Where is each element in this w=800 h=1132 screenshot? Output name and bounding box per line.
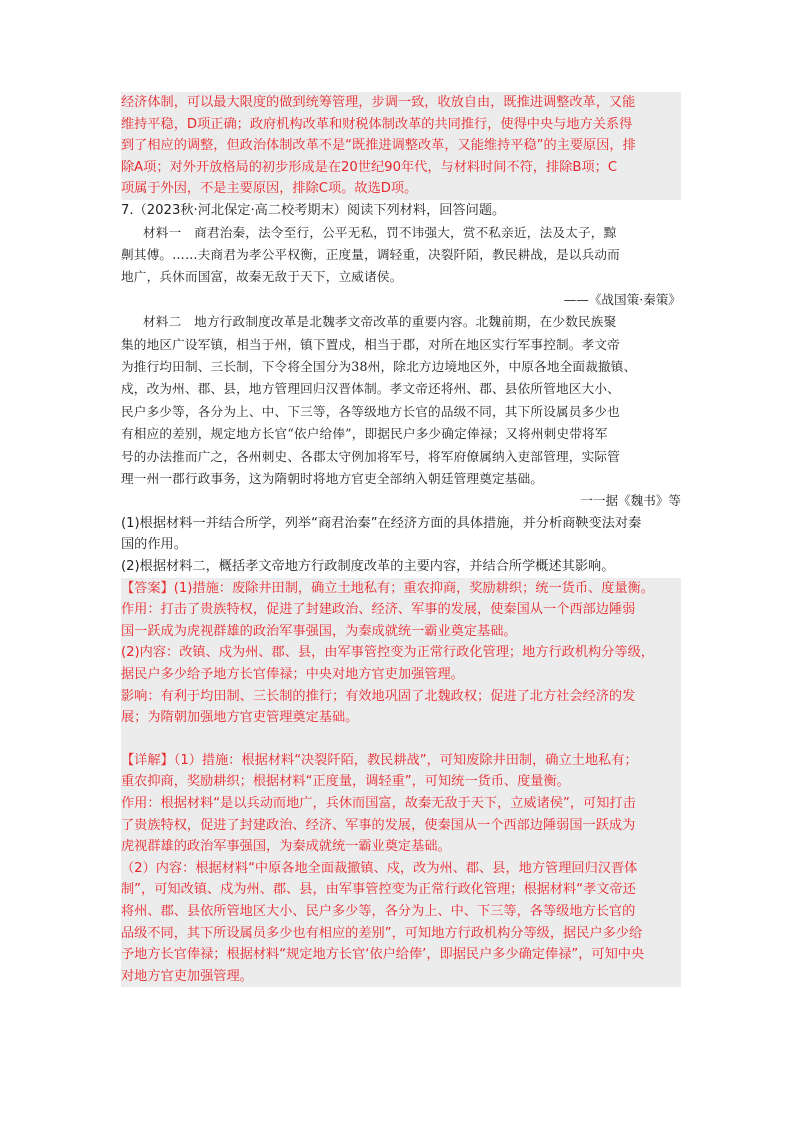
material-source: 一一据《魏书》等 bbox=[580, 493, 681, 509]
material-two bbox=[121, 311, 681, 513]
material-line: 材料一 商君治秦，法令至行，公平无私，罚不讳强大，赏不私亲近，法及太子，黥 bbox=[143, 224, 617, 240]
text-line: 除A项；对外开放格局的初步形成是在20世纪90年代，与材料时间不符，排除B项；C bbox=[121, 159, 618, 175]
text-line: 项属于外因，不是主要原因，排除C项。故选D项。 bbox=[121, 181, 418, 197]
answer-block bbox=[121, 578, 681, 988]
material-line: 有相应的差别，规定地方长官“依户给俸”，即据民户多少确定俸禄；又将州刺史带将军 bbox=[121, 426, 608, 442]
text-line: 予地方长官俸禄；根据材料“规定地方长官‘依户给俸’，即据民户多少确定俸禄”，可知中央 bbox=[121, 947, 645, 963]
detail-first-line bbox=[121, 750, 681, 772]
text-line: 作用：根据材料“是以兵动而地广，兵休而国富，故秦无敌于天下，立威诸侯”，可知打击 bbox=[121, 795, 636, 811]
text-line: 品级不同，其下所设属员多少也有相应的差别”，可知地方行政机构分等级，据民户多少给 bbox=[121, 925, 643, 941]
text-line: 影响：有利于均田制、三长制的推行；有效地巩固了北魏政权；促进了北方社会经济的发 bbox=[121, 688, 636, 704]
material-line: 地广，兵休而国富，故秦无敌于天下，立威诸侯。 bbox=[121, 269, 403, 285]
text-line: 虎视群雄的政治军事强国，为秦成就统一霸业奠定基础。 bbox=[121, 839, 451, 855]
text-line: 对地方官吏加强管理。 bbox=[121, 968, 253, 984]
question-header: 7.（2023秋·河北保定·高二校考期末）阅读下列材料，回答问题。 bbox=[121, 202, 506, 218]
document-page bbox=[121, 92, 681, 987]
detail-tag: 【详解】 bbox=[121, 752, 174, 768]
material-line: 劓其傅。……夫商君为孝公平权衡，正度量，调轻重，决裂阡陌，教民耕战，是以兵动而 bbox=[121, 246, 620, 262]
material-source: ——《战国策·秦策》 bbox=[563, 291, 681, 307]
sub-question-line: (1)根据材料一并结合所学，列举“商君治秦”在经济方面的具体措施，并分析商鞅变法对秦 bbox=[121, 515, 642, 531]
text-line: (2)内容：改镇、戍为州、郡、县，由军事管控变为正常行政化管理；地方行政机构分等级， bbox=[121, 645, 654, 661]
text-line: 作用：打击了贵族特权，促进了封建政治、经济、军事的发展，使秦国从一个西部边陲弱 bbox=[121, 602, 636, 618]
material-line: 民户多少等，各分为上、中、下三等，各等级地方长官的品级不同，其下所设属员多少也 bbox=[121, 403, 620, 419]
previous-answer-block bbox=[121, 92, 681, 200]
detail-text: （1）措施：根据材料“决裂阡陌，教民耕战”，可知废除井田制，确立土地私有； bbox=[173, 752, 638, 768]
sub-questions bbox=[121, 513, 681, 578]
answer-text: (1)措施：废除井田制，确立土地私有；重农抑商，奖励耕织；统一货币、度量衡。 bbox=[173, 580, 654, 596]
text-line: 国一跃成为虎视群雄的政治军事强国，为秦成就统一霸业奠定基础。 bbox=[121, 623, 517, 639]
text-line: 制”，可知改镇、戍为州、郡、县，由军事管控变为正常行政化管理；根据材料“孝文帝还 bbox=[121, 882, 636, 898]
text-line: 到了相应的调整，但政治体制改革不是“既推进调整改革，又能维持平稳”的主要原因，排 bbox=[121, 138, 636, 154]
text-line: 经济体制，可以最大限度的做到统筹管理，步调一致，收放自由，既推进调整改革，又能 bbox=[121, 95, 636, 110]
sub-question-line: (2)根据材料二，概括孝文帝地方行政制度改革的主要内容，并结合所学概述其影响。 bbox=[121, 559, 615, 575]
text-line: 展；为隋朝加强地方官吏管理奠定基础。 bbox=[121, 710, 359, 726]
material-line: 材料二 地方行政制度改革是北魏孝文帝改革的重要内容。北魏前期，在少数民族聚 bbox=[143, 314, 617, 330]
spacer bbox=[121, 729, 681, 750]
material-line: 戍，改为州、郡、县，地方管理回归汉晋体制。孝文帝还将州、郡、县依所管地区大小、 bbox=[121, 381, 620, 397]
text-line: （2）内容：根据材料“中原各地全面裁撤镇、戍，改为州、郡、县，地方管理回归汉晋体 bbox=[121, 860, 638, 876]
material-one bbox=[121, 222, 681, 312]
answer-tag: 【答案】 bbox=[121, 580, 174, 596]
answer-first-line bbox=[121, 578, 681, 600]
material-line: 为推行均田制、三长制，下令将全国分为38州，除北方边境地区外，中原各地全面裁撤镇、 bbox=[121, 359, 637, 374]
material-line: 理一州一郡行政事务，这为隋朝时将地方官吏全部纳入朝廷管理奠定基础。 bbox=[121, 471, 544, 487]
material-line: 号的办法推而广之，各州刺史、各郡太守例加将军号，将军府僚属纳入吏部管理，实际管 bbox=[121, 448, 620, 464]
material-line: 集的地区广设军镇，相当于州，镇下置戍，相当于郡，对所在地区实行军事控制。孝文帝 bbox=[121, 336, 620, 352]
text-line: 了贵族特权，促进了封建政治、经济、军事的发展，使秦国从一个西部边陲弱国一跃成为 bbox=[121, 817, 636, 833]
text-line: 将州、郡、县依所管地区大小、民户多少等，各分为上、中、下三等，各等级地方长官的 bbox=[121, 903, 636, 919]
text-line: 重农抑商，奖励耕织；根据材料“正度量，调轻重”，可知统一货币、度量衡。 bbox=[121, 774, 570, 790]
text-line: 据民户多少给予地方长官俸禄；中央对地方官吏加强管理。 bbox=[121, 667, 464, 682]
sub-question-line: 国的作用。 bbox=[121, 537, 187, 553]
text-line: 维持平稳，D项正确；政府机构改革和财税体制改革的共同推行，使得中央与地方关系得 bbox=[121, 116, 633, 132]
